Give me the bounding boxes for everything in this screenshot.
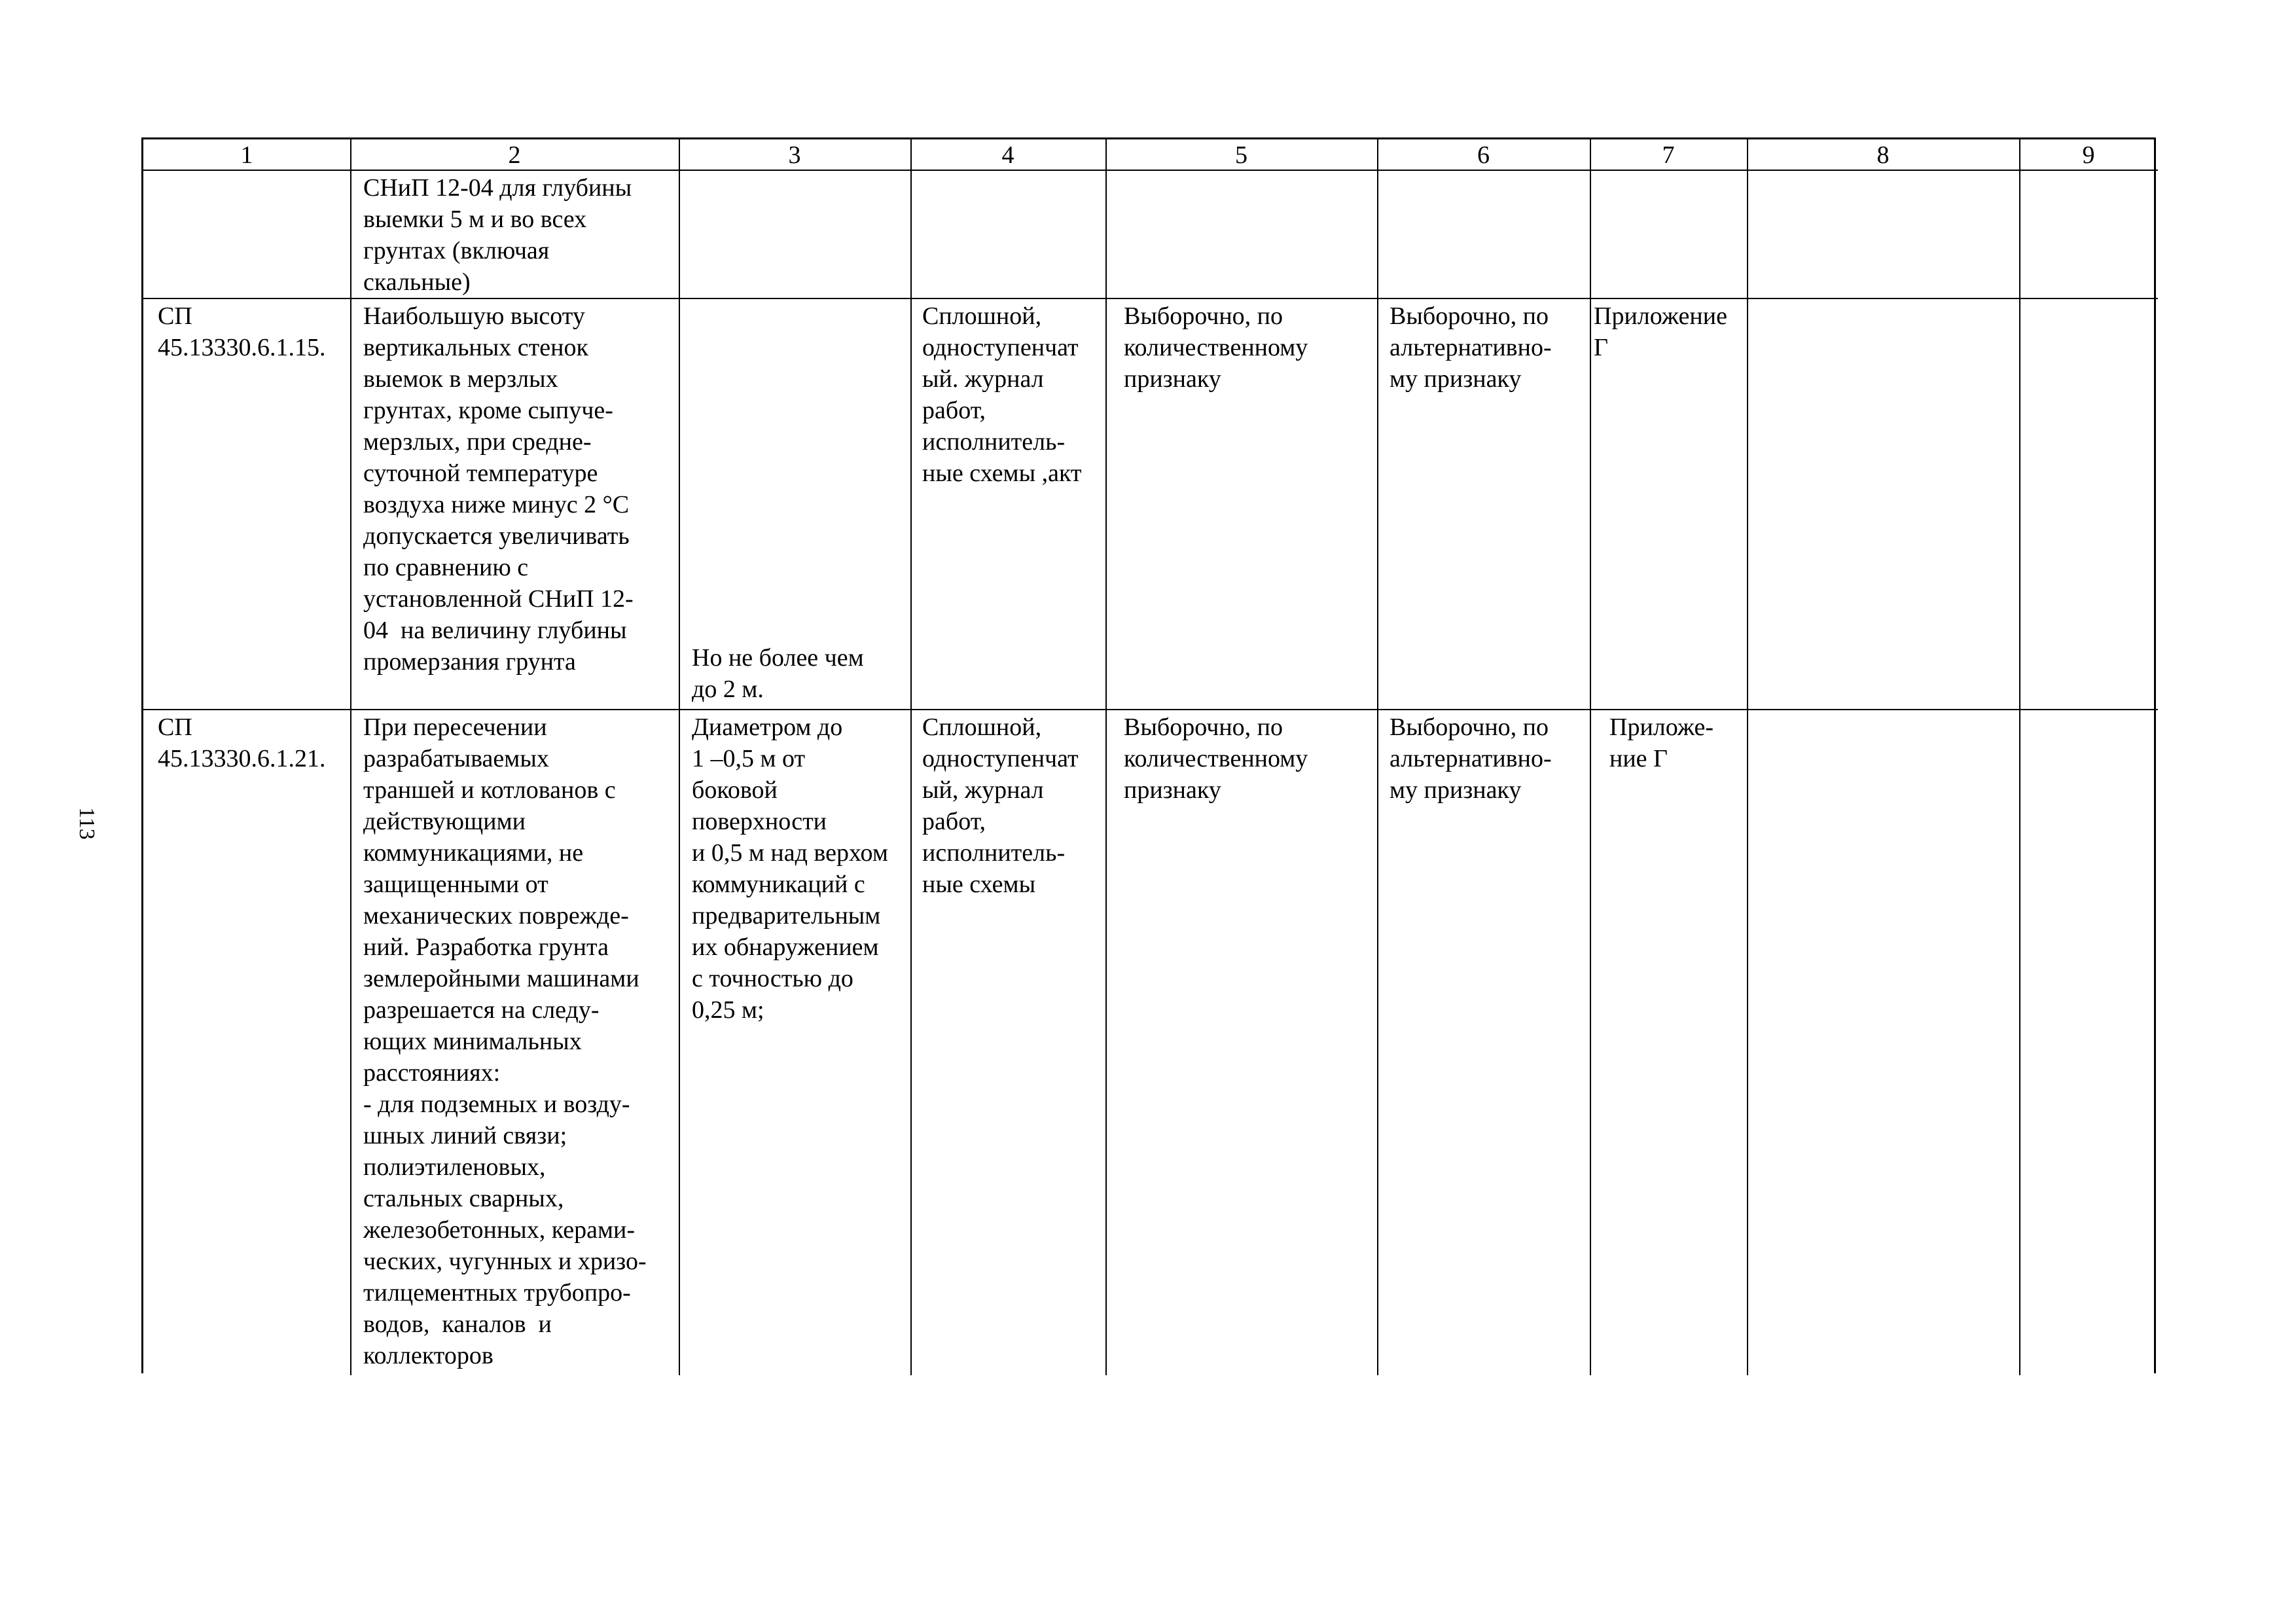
row-divider bbox=[143, 170, 2158, 171]
row3-col3: Диаметром до 1 –0,5 м от боковой поверхности и 0,5 м над верхом коммуникаций с предварительным их обнаружением с точностью до 0,25 м; bbox=[692, 713, 888, 1024]
header-cell-8: 8 bbox=[1876, 141, 1890, 169]
header-cell-4: 4 bbox=[1001, 141, 1014, 169]
column-divider bbox=[910, 139, 912, 1375]
column-divider bbox=[1105, 139, 1107, 1375]
row2-col4: Сплошной, одноступенчат ый. журнал работ, исполнитель- ные схемы ,акт bbox=[922, 302, 1082, 487]
row2-col6: Выборочно, по альтернативно- му признаку bbox=[1390, 302, 1552, 393]
row3-col1: СП 45.13330.6.1.21. bbox=[158, 713, 326, 772]
row3-col4: Сплошной, одноступенчат ый, журнал работ, исполнитель- ные схемы bbox=[922, 713, 1079, 898]
row-divider bbox=[143, 298, 2158, 299]
row2-col7: Приложение Г bbox=[1594, 302, 1727, 361]
requirements-table bbox=[141, 137, 2156, 1373]
row2-col3: Но не более чем до 2 м. bbox=[692, 644, 864, 703]
row3-col7: Приложе- ние Г bbox=[1609, 713, 1714, 772]
row2-col1: СП 45.13330.6.1.15. bbox=[158, 302, 326, 361]
column-divider bbox=[679, 139, 680, 1375]
header-cell-2: 2 bbox=[508, 141, 521, 169]
column-divider bbox=[350, 139, 351, 1375]
page-number: 113 bbox=[75, 807, 99, 840]
header-cell-1: 1 bbox=[240, 141, 253, 169]
header-cell-3: 3 bbox=[788, 141, 801, 169]
row2-col2: Наибольшую высоту вертикальных стенок выемок в мерзлых грунтах, кроме сыпуче- мерзлых, при средне- суточной температуре воздуха ниже минус 2 °С допускается увеличивать по сравнению с установленной СНиП 12- 04 на величину глубины промерзания грунта bbox=[363, 302, 634, 676]
row2-col5: Выборочно, по количественному признаку bbox=[1124, 302, 1308, 393]
column-divider bbox=[1590, 139, 1591, 1375]
header-cell-5: 5 bbox=[1235, 141, 1247, 169]
row1-col2: СНиП 12-04 для глубины выемки 5 м и во всех грунтах (включая скальные) bbox=[363, 174, 632, 296]
column-divider bbox=[1377, 139, 1378, 1375]
column-divider bbox=[1747, 139, 1748, 1375]
header-cell-7: 7 bbox=[1662, 141, 1675, 169]
row3-col2: При пересечении разрабатываемых траншей и котлованов с действующими коммуникациями, не защищенными от механических поврежде- ний. Разработка грунта землеройными машинами разрешается на следу- ющих минимальных расстояниях: - для подземных и возду- шных линий связи; полиэтиленовых, стальных сварных, железобетонных, керами- ческих, чугунных и хризо- тилцементных трубопро- водов, каналов и коллекторов bbox=[363, 713, 647, 1369]
header-cell-9: 9 bbox=[2082, 141, 2095, 169]
row3-col5: Выборочно, по количественному признаку bbox=[1124, 713, 1308, 804]
column-divider bbox=[2019, 139, 2020, 1375]
row3-col6: Выборочно, по альтернативно- му признаку bbox=[1390, 713, 1552, 804]
row-divider bbox=[143, 709, 2158, 710]
header-cell-6: 6 bbox=[1477, 141, 1490, 169]
